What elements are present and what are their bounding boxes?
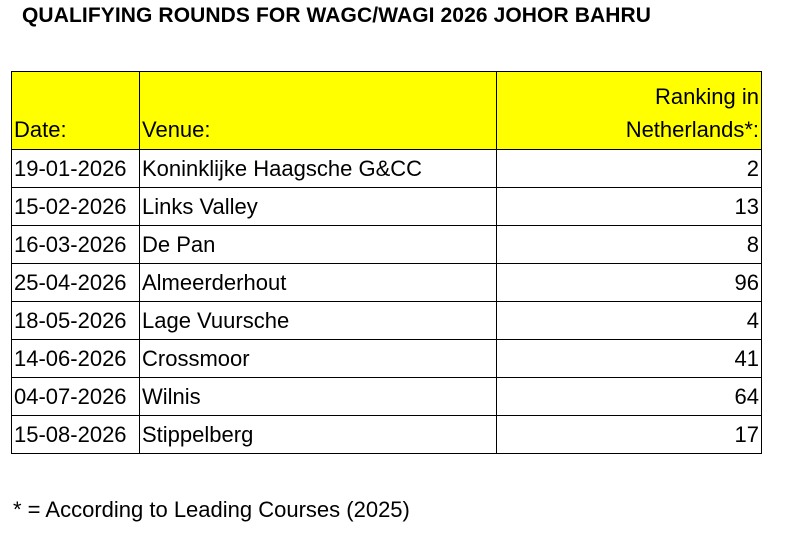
table-row bbox=[12, 416, 762, 454]
page-title: QUALIFYING ROUNDS FOR WAGC/WAGI 2026 JOHOR BAHRU bbox=[22, 4, 652, 27]
cell-ranking: 2 bbox=[497, 150, 762, 188]
header-venue: Venue: bbox=[140, 72, 497, 150]
header-date: Date: bbox=[12, 72, 140, 150]
cell-date: 25-04-2026 bbox=[12, 264, 140, 302]
header-ranking-line1: Ranking in bbox=[655, 84, 759, 109]
header-ranking-line2: Netherlands*: bbox=[625, 117, 759, 142]
cell-venue: Lage Vuursche bbox=[140, 302, 497, 340]
footnote: * = According to Leading Courses (2025) bbox=[13, 497, 410, 522]
cell-venue: Links Valley bbox=[140, 188, 497, 226]
table-row bbox=[12, 378, 762, 416]
header-row bbox=[12, 72, 762, 150]
table-row bbox=[12, 188, 762, 226]
cell-venue: Crossmoor bbox=[140, 340, 497, 378]
cell-date: 18-05-2026 bbox=[12, 302, 140, 340]
cell-ranking: 8 bbox=[497, 226, 762, 264]
cell-ranking: 4 bbox=[497, 302, 762, 340]
cell-ranking: 64 bbox=[497, 378, 762, 416]
table-row bbox=[12, 264, 762, 302]
cell-date: 15-08-2026 bbox=[12, 416, 140, 454]
qualifying-rounds-table bbox=[11, 71, 762, 454]
cell-venue: Almeerderhout bbox=[140, 264, 497, 302]
table-row bbox=[12, 226, 762, 264]
cell-date: 04-07-2026 bbox=[12, 378, 140, 416]
cell-date: 16-03-2026 bbox=[12, 226, 140, 264]
cell-date: 19-01-2026 bbox=[12, 150, 140, 188]
cell-ranking: 96 bbox=[497, 264, 762, 302]
table-row bbox=[12, 340, 762, 378]
cell-ranking: 41 bbox=[497, 340, 762, 378]
cell-venue: Koninklijke Haagsche G&CC bbox=[140, 150, 497, 188]
table-header bbox=[12, 72, 762, 150]
table-body bbox=[12, 150, 762, 454]
cell-venue: Wilnis bbox=[140, 378, 497, 416]
table-row bbox=[12, 150, 762, 188]
cell-ranking: 17 bbox=[497, 416, 762, 454]
cell-date: 15-02-2026 bbox=[12, 188, 140, 226]
cell-ranking: 13 bbox=[497, 188, 762, 226]
cell-venue: Stippelberg bbox=[140, 416, 497, 454]
cell-venue: De Pan bbox=[140, 226, 497, 264]
cell-date: 14-06-2026 bbox=[12, 340, 140, 378]
table-row bbox=[12, 302, 762, 340]
header-ranking bbox=[497, 72, 762, 150]
